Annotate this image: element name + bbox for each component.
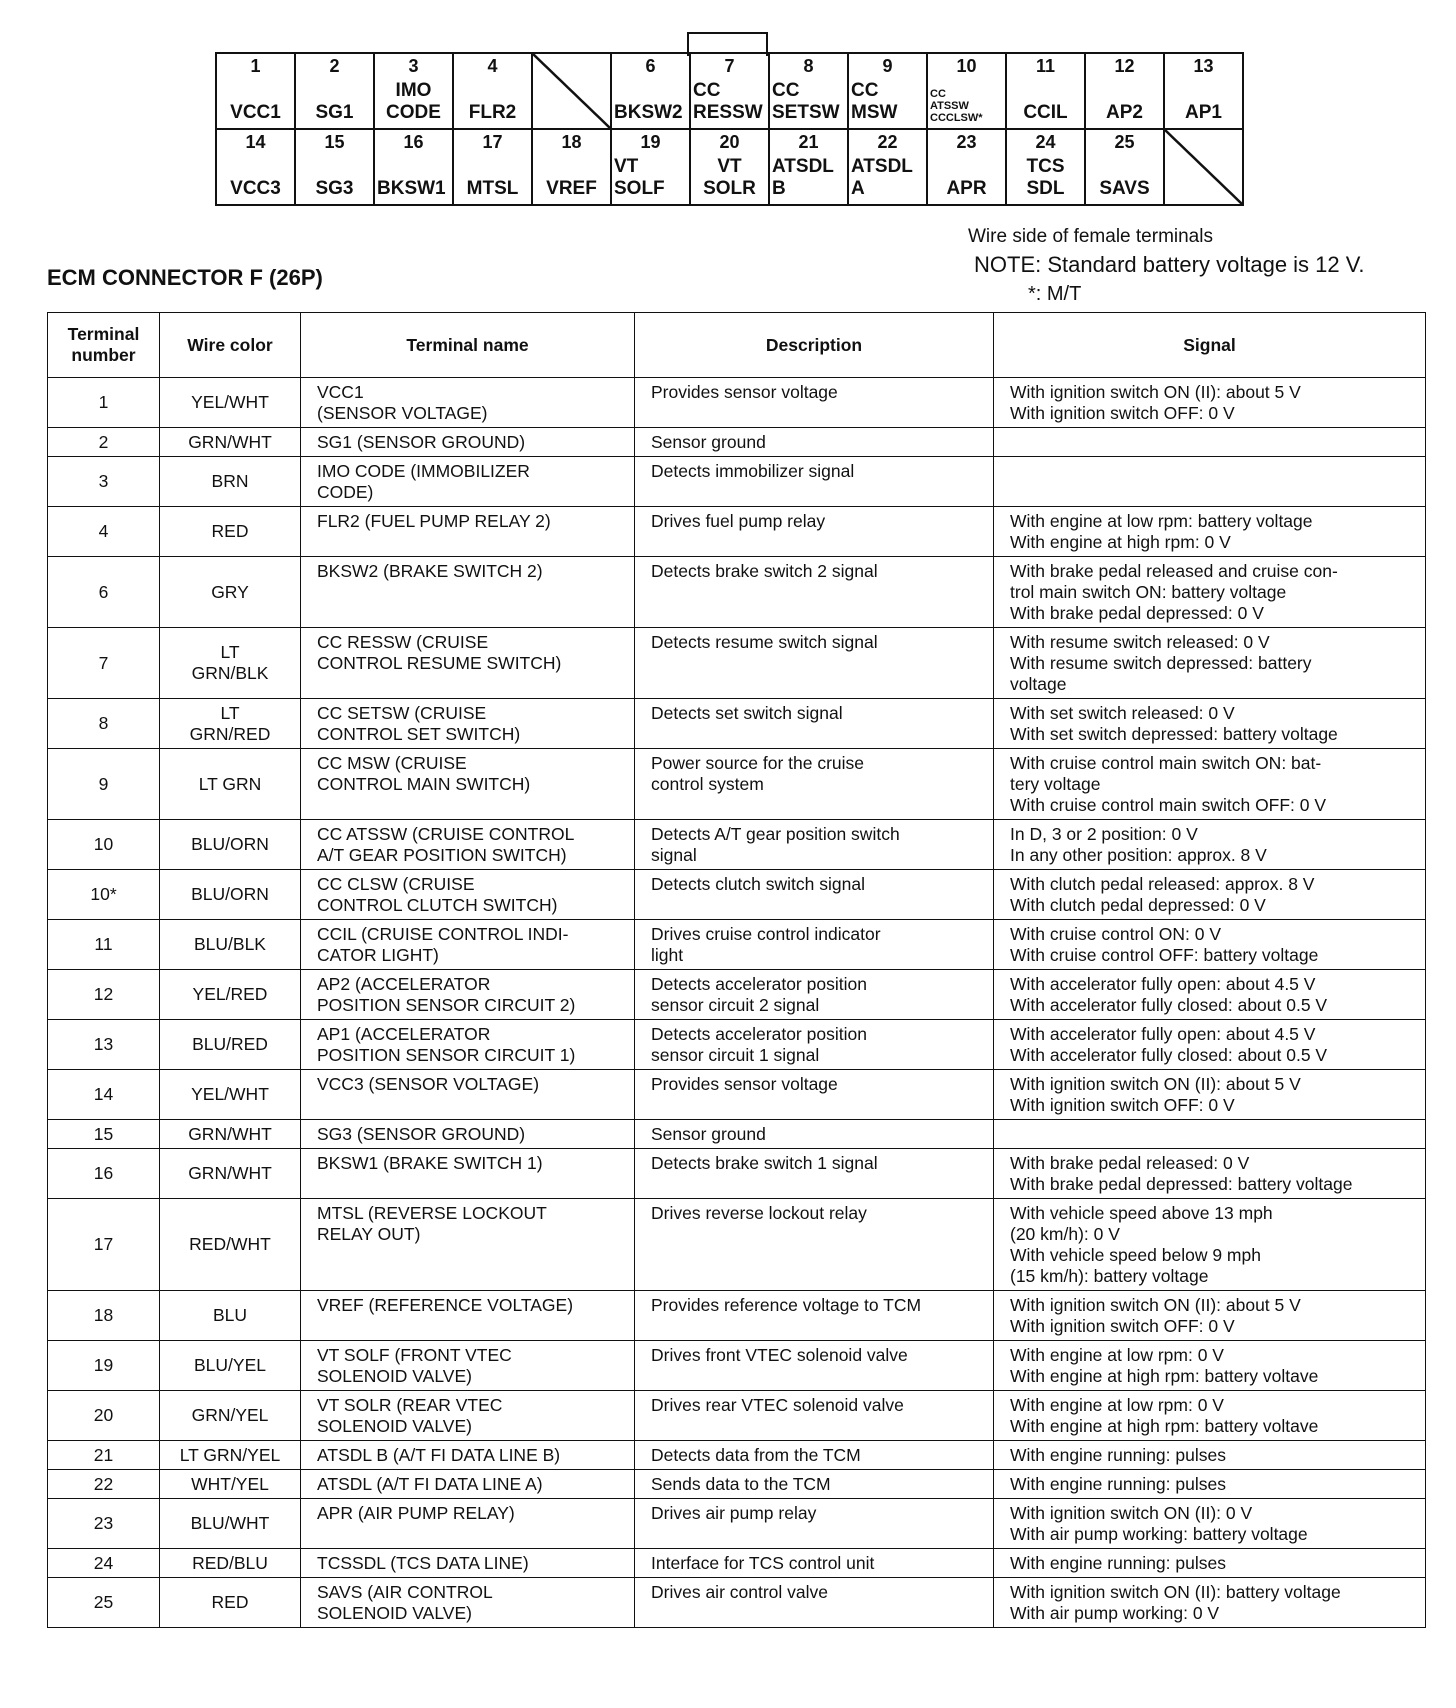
- description-cell: Drives reverse lockout relay: [635, 1199, 994, 1291]
- battery-voltage-note: NOTE: Standard battery voltage is 12 V.: [974, 252, 1365, 277]
- terminal-name-cell: CC RESSW (CRUISE CONTROL RESUME SWITCH): [301, 628, 635, 699]
- connector-pin-14: [216, 129, 295, 205]
- description-cell: Interface for TCS control unit: [635, 1549, 994, 1578]
- terminal-name-cell: SG1 (SENSOR GROUND): [301, 428, 635, 457]
- description-cell: Provides reference voltage to TCM: [635, 1291, 994, 1341]
- wire-color-cell: GRN/WHT: [160, 428, 301, 457]
- pin-signal-name: CC ATSSW CCCLSW*: [930, 88, 983, 124]
- description-cell: Provides sensor voltage: [635, 1070, 994, 1120]
- pin-number: 24: [1035, 132, 1056, 152]
- wire-color-cell: YEL/WHT: [160, 378, 301, 428]
- connector-pin-1: [216, 53, 295, 129]
- wire-color-cell: RED/WHT: [160, 1199, 301, 1291]
- terminal-name-cell: CC ATSSW (CRUISE CONTROL A/T GEAR POSITION SWITCH): [301, 820, 635, 870]
- connector-pin-3: [374, 53, 453, 129]
- pin-number: 15: [324, 132, 345, 152]
- table-row: [48, 1549, 1426, 1578]
- pin-number: 10: [956, 56, 977, 76]
- table-row: [48, 970, 1426, 1020]
- wire-color-cell: BLU/YEL: [160, 1341, 301, 1391]
- connector-pin-23: [927, 129, 1006, 205]
- signal-cell: With cruise control ON: 0 V With cruise control OFF: battery voltage: [994, 920, 1426, 970]
- terminal-name-cell: VREF (REFERENCE VOLTAGE): [301, 1291, 635, 1341]
- pin-signal-name: FLR2: [468, 102, 517, 123]
- description-cell: Drives front VTEC solenoid valve: [635, 1341, 994, 1391]
- table-row: [48, 457, 1426, 507]
- terminal-name-cell: CCIL (CRUISE CONTROL INDI- CATOR LIGHT): [301, 920, 635, 970]
- table-row: [48, 1120, 1426, 1149]
- terminal-number-cell: 22: [48, 1470, 160, 1499]
- signal-cell: With engine at low rpm: 0 V With engine at high rpm: battery voltave: [994, 1391, 1426, 1441]
- pin-signal-name: APR: [946, 178, 987, 199]
- terminal-name-cell: VCC3 (SENSOR VOLTAGE): [301, 1070, 635, 1120]
- connector-pin-4: [453, 53, 532, 129]
- terminal-number-cell: 14: [48, 1070, 160, 1120]
- terminal-number-cell: 10: [48, 820, 160, 870]
- signal-cell: With resume switch released: 0 V With resume switch depressed: battery voltage: [994, 628, 1426, 699]
- pin-signal-name: ATSDL B: [772, 156, 834, 199]
- pin-signal-name: VT SOLF: [614, 156, 665, 199]
- pin-signal-name: SG3: [315, 178, 354, 199]
- table-row: [48, 1441, 1426, 1470]
- pin-number: 19: [640, 132, 661, 152]
- terminal-table: [47, 312, 1426, 1628]
- pin-signal-name: VCC1: [230, 102, 281, 123]
- description-cell: Drives rear VTEC solenoid valve: [635, 1391, 994, 1441]
- terminal-name-cell: ATSDL (A/T FI DATA LINE A): [301, 1470, 635, 1499]
- wire-color-cell: GRN/YEL: [160, 1391, 301, 1441]
- terminal-number-cell: 15: [48, 1120, 160, 1149]
- connector-pin-row: [216, 53, 1243, 129]
- connector-pin-19: [611, 129, 690, 205]
- connector-pin-empty: [1164, 129, 1243, 205]
- pin-number: 16: [403, 132, 424, 152]
- wire-color-cell: BLU/ORN: [160, 870, 301, 920]
- description-cell: Drives air control valve: [635, 1578, 994, 1628]
- terminal-number-cell: 19: [48, 1341, 160, 1391]
- pin-signal-name: SAVS: [1099, 178, 1150, 199]
- connector-pin-grid: [215, 52, 1244, 206]
- description-cell: Provides sensor voltage: [635, 378, 994, 428]
- signal-cell: With engine at low rpm: 0 V With engine at high rpm: battery voltave: [994, 1341, 1426, 1391]
- wire-color-cell: LT GRN/BLK: [160, 628, 301, 699]
- pin-signal-name: VCC3: [230, 178, 281, 199]
- pin-signal-name: CCIL: [1023, 102, 1068, 123]
- connector-pin-10: [927, 53, 1006, 129]
- pin-number: 1: [250, 56, 261, 76]
- pin-number: 4: [487, 56, 498, 76]
- pin-number: 25: [1114, 132, 1135, 152]
- pin-signal-name: SG1: [315, 102, 354, 123]
- table-row: [48, 378, 1426, 428]
- header-wire-color: Wire color: [160, 313, 301, 378]
- table-row: [48, 507, 1426, 557]
- description-cell: Detects clutch switch signal: [635, 870, 994, 920]
- description-cell: Detects accelerator position sensor circuit 2 signal: [635, 970, 994, 1020]
- description-cell: Detects brake switch 1 signal: [635, 1149, 994, 1199]
- terminal-number-cell: 11: [48, 920, 160, 970]
- signal-cell: With vehicle speed above 13 mph (20 km/h): 0 V With vehicle speed below 9 mph (15 km/h): battery voltage: [994, 1199, 1426, 1291]
- wire-color-cell: RED: [160, 507, 301, 557]
- pin-number: 2: [329, 56, 340, 76]
- terminal-number-cell: 1: [48, 378, 160, 428]
- connector-pin-11: [1006, 53, 1085, 129]
- description-cell: Detects resume switch signal: [635, 628, 994, 699]
- table-row: [48, 1470, 1426, 1499]
- terminal-number-cell: 17: [48, 1199, 160, 1291]
- terminal-name-cell: FLR2 (FUEL PUMP RELAY 2): [301, 507, 635, 557]
- connector-pin-9: [848, 53, 927, 129]
- terminal-name-cell: AP1 (ACCELERATOR POSITION SENSOR CIRCUIT 1): [301, 1020, 635, 1070]
- signal-cell: With engine running: pulses: [994, 1470, 1426, 1499]
- table-row: [48, 1578, 1426, 1628]
- connector-pin-18: [532, 129, 611, 205]
- wire-color-cell: YEL/RED: [160, 970, 301, 1020]
- terminal-name-cell: BKSW2 (BRAKE SWITCH 2): [301, 557, 635, 628]
- header-terminal-number: Terminal number: [48, 313, 160, 378]
- pin-number: 20: [719, 132, 740, 152]
- signal-cell: With brake pedal released and cruise con- trol main switch ON: battery voltage With brake pedal depressed: 0 V: [994, 557, 1426, 628]
- wire-color-cell: GRY: [160, 557, 301, 628]
- pin-signal-name: AP2: [1106, 102, 1143, 123]
- signal-cell: [994, 457, 1426, 507]
- description-cell: Drives air pump relay: [635, 1499, 994, 1549]
- connector-pin-empty: [532, 53, 611, 129]
- pin-signal-name: CC MSW: [851, 80, 898, 123]
- description-cell: Detects immobilizer signal: [635, 457, 994, 507]
- terminal-number-cell: 24: [48, 1549, 160, 1578]
- signal-cell: With engine running: pulses: [994, 1549, 1426, 1578]
- terminal-name-cell: VT SOLR (REAR VTEC SOLENOID VALVE): [301, 1391, 635, 1441]
- connector-pin-21: [769, 129, 848, 205]
- header-description: Description: [635, 313, 994, 378]
- description-cell: Drives fuel pump relay: [635, 507, 994, 557]
- signal-cell: With cruise control main switch ON: bat- tery voltage With cruise control main switch OFF: 0 V: [994, 749, 1426, 820]
- signal-cell: [994, 428, 1426, 457]
- terminal-number-cell: 13: [48, 1020, 160, 1070]
- description-cell: Detects brake switch 2 signal: [635, 557, 994, 628]
- description-cell: Power source for the cruise control system: [635, 749, 994, 820]
- terminal-name-cell: MTSL (REVERSE LOCKOUT RELAY OUT): [301, 1199, 635, 1291]
- connector-pin-13: [1164, 53, 1243, 129]
- wire-color-cell: BLU/RED: [160, 1020, 301, 1070]
- wire-color-cell: LT GRN/RED: [160, 699, 301, 749]
- wire-color-cell: BRN: [160, 457, 301, 507]
- terminal-number-cell: 9: [48, 749, 160, 820]
- wire-color-cell: BLU/BLK: [160, 920, 301, 970]
- connector-pin-row: [216, 129, 1243, 205]
- pin-number: 23: [956, 132, 977, 152]
- signal-cell: With clutch pedal released: approx. 8 V With clutch pedal depressed: 0 V: [994, 870, 1426, 920]
- table-row: [48, 1291, 1426, 1341]
- table-row: [48, 1391, 1426, 1441]
- terminal-name-cell: SAVS (AIR CONTROL SOLENOID VALVE): [301, 1578, 635, 1628]
- connector-pin-7: [690, 53, 769, 129]
- pin-number: 7: [724, 56, 735, 76]
- pin-signal-name: BKSW2: [614, 102, 683, 123]
- terminal-name-cell: IMO CODE (IMMOBILIZER CODE): [301, 457, 635, 507]
- table-row: [48, 628, 1426, 699]
- wire-color-cell: LT GRN: [160, 749, 301, 820]
- table-row: [48, 1499, 1426, 1549]
- signal-cell: With engine running: pulses: [994, 1441, 1426, 1470]
- terminal-name-cell: CC SETSW (CRUISE CONTROL SET SWITCH): [301, 699, 635, 749]
- connector-pin-15: [295, 129, 374, 205]
- connector-pin-12: [1085, 53, 1164, 129]
- pin-number: 17: [482, 132, 503, 152]
- terminal-name-cell: CC CLSW (CRUISE CONTROL CLUTCH SWITCH): [301, 870, 635, 920]
- pin-signal-name: CC RESSW: [693, 80, 763, 123]
- description-cell: Sensor ground: [635, 1120, 994, 1149]
- pin-number: 12: [1114, 56, 1135, 76]
- description-cell: Detects A/T gear position switch signal: [635, 820, 994, 870]
- connector-pin-16: [374, 129, 453, 205]
- signal-cell: With ignition switch ON (II): about 5 V With ignition switch OFF: 0 V: [994, 1070, 1426, 1120]
- pin-number: 14: [245, 132, 266, 152]
- pin-number: 6: [645, 56, 656, 76]
- wire-color-cell: RED: [160, 1578, 301, 1628]
- connector-pin-25: [1085, 129, 1164, 205]
- description-cell: Detects data from the TCM: [635, 1441, 994, 1470]
- terminal-name-cell: BKSW1 (BRAKE SWITCH 1): [301, 1149, 635, 1199]
- signal-cell: In D, 3 or 2 position: 0 V In any other position: approx. 8 V: [994, 820, 1426, 870]
- wire-color-cell: BLU/ORN: [160, 820, 301, 870]
- pin-signal-name: ATSDL A: [851, 156, 913, 199]
- terminal-number-cell: 25: [48, 1578, 160, 1628]
- table-row: [48, 1149, 1426, 1199]
- wire-color-cell: BLU: [160, 1291, 301, 1341]
- wire-color-cell: GRN/WHT: [160, 1149, 301, 1199]
- wire-color-cell: LT GRN/YEL: [160, 1441, 301, 1470]
- connector-pin-2: [295, 53, 374, 129]
- terminal-name-cell: VT SOLF (FRONT VTEC SOLENOID VALVE): [301, 1341, 635, 1391]
- pin-signal-name: MTSL: [466, 178, 519, 199]
- description-cell: Detects set switch signal: [635, 699, 994, 749]
- terminal-number-cell: 10*: [48, 870, 160, 920]
- terminal-name-cell: ATSDL B (A/T FI DATA LINE B): [301, 1441, 635, 1470]
- table-row: [48, 1341, 1426, 1391]
- pin-signal-name: BKSW1: [377, 178, 446, 199]
- pin-signal-name: IMO CODE: [386, 80, 441, 123]
- signal-cell: With set switch released: 0 V With set switch depressed: battery voltage: [994, 699, 1426, 749]
- signal-cell: With ignition switch ON (II): 0 V With air pump working: battery voltage: [994, 1499, 1426, 1549]
- terminal-name-cell: VCC1 (SENSOR VOLTAGE): [301, 378, 635, 428]
- terminal-name-cell: APR (AIR PUMP RELAY): [301, 1499, 635, 1549]
- header-terminal-name: Terminal name: [301, 313, 635, 378]
- table-row: [48, 1020, 1426, 1070]
- connector-pin-8: [769, 53, 848, 129]
- signal-cell: With accelerator fully open: about 4.5 V With accelerator fully closed: about 0.5 V: [994, 1020, 1426, 1070]
- terminal-number-cell: 20: [48, 1391, 160, 1441]
- description-cell: Sends data to the TCM: [635, 1470, 994, 1499]
- wire-color-cell: BLU/WHT: [160, 1499, 301, 1549]
- pin-signal-name: VT SOLR: [703, 156, 756, 199]
- wire-color-cell: GRN/WHT: [160, 1120, 301, 1149]
- table-row: [48, 1070, 1426, 1120]
- terminal-number-cell: 6: [48, 557, 160, 628]
- table-row: [48, 699, 1426, 749]
- pin-number: 3: [408, 56, 419, 76]
- table-row: [48, 870, 1426, 920]
- pin-number: 8: [803, 56, 814, 76]
- terminal-number-cell: 21: [48, 1441, 160, 1470]
- terminal-number-cell: 23: [48, 1499, 160, 1549]
- description-cell: Detects accelerator position sensor circuit 1 signal: [635, 1020, 994, 1070]
- mt-footnote: *: M/T: [1028, 283, 1082, 305]
- table-row: [48, 749, 1426, 820]
- wire-side-caption: Wire side of female terminals: [968, 226, 1213, 247]
- table-row: [48, 820, 1426, 870]
- terminal-number-cell: 3: [48, 457, 160, 507]
- table-row: [48, 920, 1426, 970]
- signal-cell: With ignition switch ON (II): battery voltage With air pump working: 0 V: [994, 1578, 1426, 1628]
- terminal-number-cell: 8: [48, 699, 160, 749]
- terminal-name-cell: SG3 (SENSOR GROUND): [301, 1120, 635, 1149]
- table-row: [48, 1199, 1426, 1291]
- connector-title: ECM CONNECTOR F (26P): [47, 265, 323, 290]
- signal-cell: With accelerator fully open: about 4.5 V With accelerator fully closed: about 0.5 V: [994, 970, 1426, 1020]
- pin-signal-name: CC SETSW: [772, 80, 840, 123]
- table-row: [48, 557, 1426, 628]
- pin-signal-name: AP1: [1185, 102, 1222, 123]
- pin-number: 21: [798, 132, 819, 152]
- pin-number: 13: [1193, 56, 1214, 76]
- terminal-number-cell: 2: [48, 428, 160, 457]
- wire-color-cell: YEL/WHT: [160, 1070, 301, 1120]
- header-signal: Signal: [994, 313, 1426, 378]
- connector-pin-24: [1006, 129, 1085, 205]
- pin-number: 22: [877, 132, 898, 152]
- terminal-name-cell: CC MSW (CRUISE CONTROL MAIN SWITCH): [301, 749, 635, 820]
- table-row: [48, 428, 1426, 457]
- signal-cell: With ignition switch ON (II): about 5 V With ignition switch OFF: 0 V: [994, 378, 1426, 428]
- terminal-number-cell: 18: [48, 1291, 160, 1341]
- connector-pin-6: [611, 53, 690, 129]
- wire-color-cell: WHT/YEL: [160, 1470, 301, 1499]
- description-cell: Sensor ground: [635, 428, 994, 457]
- description-cell: Drives cruise control indicator light: [635, 920, 994, 970]
- connector-pin-17: [453, 129, 532, 205]
- pin-number: 9: [882, 56, 893, 76]
- terminal-number-cell: 4: [48, 507, 160, 557]
- signal-cell: With engine at low rpm: battery voltage With engine at high rpm: 0 V: [994, 507, 1426, 557]
- pin-number: 18: [561, 132, 582, 152]
- terminal-number-cell: 16: [48, 1149, 160, 1199]
- terminal-name-cell: AP2 (ACCELERATOR POSITION SENSOR CIRCUIT 2): [301, 970, 635, 1020]
- connector-pin-20: [690, 129, 769, 205]
- terminal-name-cell: TCSSDL (TCS DATA LINE): [301, 1549, 635, 1578]
- pin-signal-name: TCS SDL: [1026, 156, 1065, 199]
- table-header-row: [48, 313, 1426, 378]
- signal-cell: With ignition switch ON (II): about 5 V With ignition switch OFF: 0 V: [994, 1291, 1426, 1341]
- terminal-number-cell: 12: [48, 970, 160, 1020]
- wire-color-cell: RED/BLU: [160, 1549, 301, 1578]
- connector-pin-22: [848, 129, 927, 205]
- pin-signal-name: VREF: [546, 178, 597, 199]
- signal-cell: [994, 1120, 1426, 1149]
- signal-cell: With brake pedal released: 0 V With brake pedal depressed: battery voltage: [994, 1149, 1426, 1199]
- pin-number: 11: [1035, 56, 1056, 76]
- terminal-number-cell: 7: [48, 628, 160, 699]
